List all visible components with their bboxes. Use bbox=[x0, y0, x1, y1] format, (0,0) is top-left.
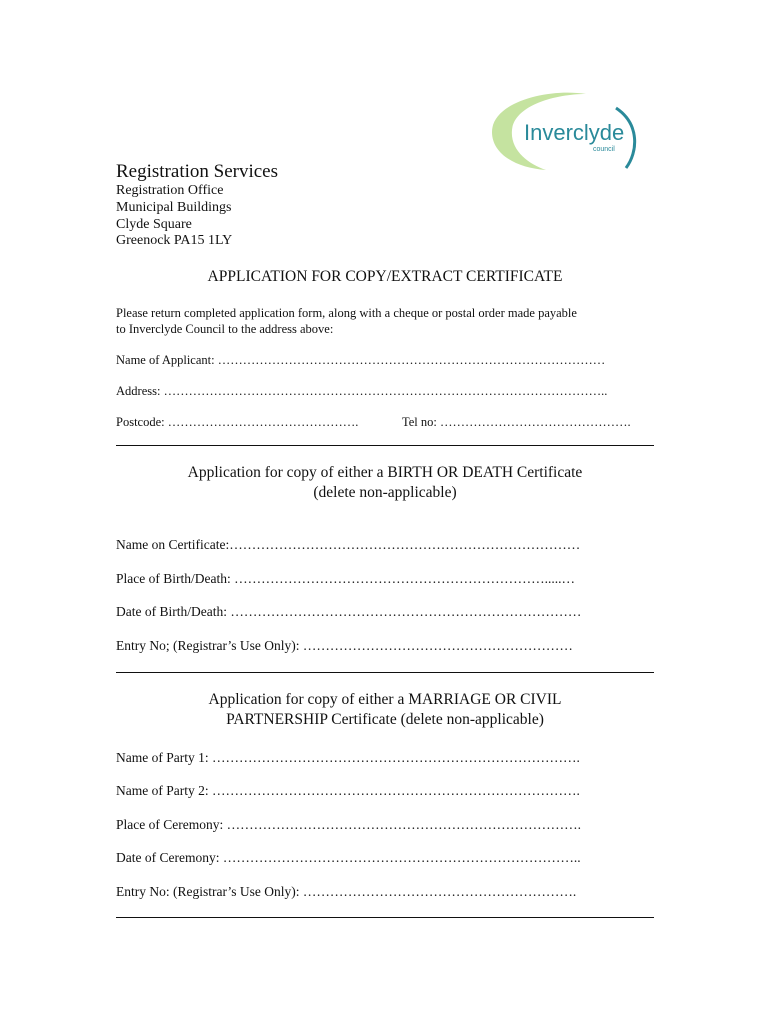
marriage-entry-no-field[interactable]: Entry No: (Registrar’s Use Only): ……………………………………………………. bbox=[116, 884, 577, 899]
section-title-line: (delete non-applicable) bbox=[313, 484, 457, 501]
certificate-name-field[interactable]: Name on Certificate:…………………………………………………………………… bbox=[116, 537, 581, 552]
address-line: Municipal Buildings bbox=[116, 199, 232, 215]
date-of-ceremony-field[interactable]: Date of Ceremony: …………………………………………………………………….. bbox=[116, 850, 581, 865]
place-of-ceremony-field[interactable]: Place of Ceremony: ……………………………………………………………………. bbox=[116, 817, 581, 832]
inverclyde-logo bbox=[488, 88, 640, 172]
section-divider bbox=[116, 917, 654, 918]
place-of-birth-death-field[interactable]: Place of Birth/Death: …………………………………………………………….....… bbox=[116, 571, 575, 586]
party-1-name-field[interactable]: Name of Party 1: ………………………………………………………………………. bbox=[116, 750, 580, 765]
address-line: Registration Office bbox=[116, 183, 224, 198]
section-title-line: PARTNERSHIP Certificate (delete non-applicable) bbox=[226, 711, 544, 728]
office-address bbox=[116, 183, 232, 250]
applicant-tel-field[interactable]: Tel no: ………………………………………. bbox=[402, 415, 631, 429]
intro-line: to Inverclyde Council to the address above: bbox=[116, 322, 334, 336]
page-heading: Registration Services bbox=[116, 161, 278, 182]
birth-death-section-title bbox=[116, 463, 654, 503]
applicant-address-field[interactable]: Address: …………………………………………………………………………………………….. bbox=[116, 384, 608, 398]
birth-death-entry-no-field[interactable]: Entry No; (Registrar’s Use Only): …………………………………………………… bbox=[116, 638, 573, 653]
marriage-section-title bbox=[116, 690, 654, 730]
address-line: Clyde Square bbox=[116, 216, 192, 232]
logo-text: Inverclyde bbox=[524, 120, 625, 145]
form-title: APPLICATION FOR COPY/EXTRACT CERTIFICATE bbox=[207, 268, 563, 285]
intro-text bbox=[116, 305, 656, 337]
applicant-postcode-field[interactable]: Postcode: ………………………………………. bbox=[116, 415, 359, 429]
section-divider bbox=[116, 445, 654, 446]
logo-subtext: council bbox=[593, 146, 615, 153]
date-of-birth-death-field[interactable]: Date of Birth/Death: …………………………………………………………………… bbox=[116, 604, 582, 619]
applicant-name-field[interactable]: Name of Applicant: ………………………………………………………………………………… bbox=[116, 353, 606, 367]
party-2-name-field[interactable]: Name of Party 2: ………………………………………………………………………. bbox=[116, 783, 580, 798]
intro-line: Please return completed application form, along with a cheque or postal order made payable bbox=[116, 306, 577, 320]
section-title-line: Application for copy of either a BIRTH OR DEATH Certificate bbox=[187, 464, 583, 481]
section-divider bbox=[116, 672, 654, 673]
section-title-line: Application for copy of either a MARRIAGE OR CIVIL bbox=[208, 691, 562, 708]
address-line: Greenock PA15 1LY bbox=[116, 233, 233, 249]
